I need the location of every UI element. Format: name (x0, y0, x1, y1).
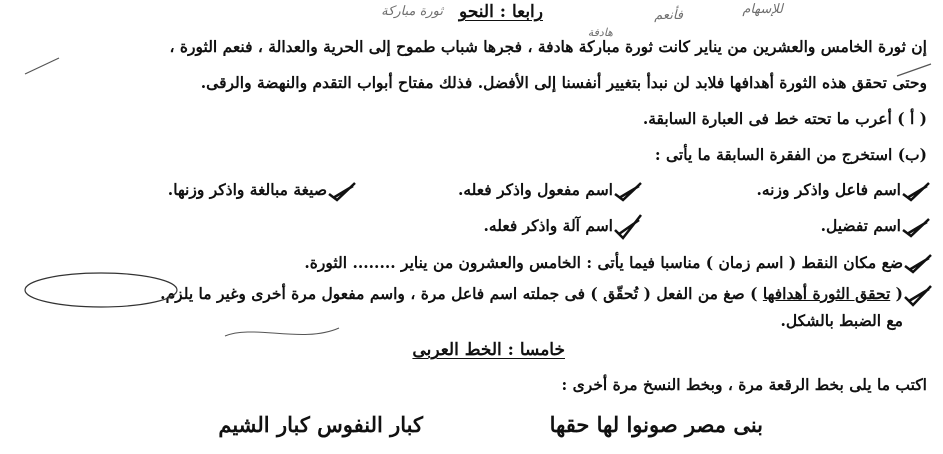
section-title-calligraphy: خامسا : الخط العربى (412, 340, 565, 360)
check-mark-icon (899, 180, 935, 204)
handwritten-note-3: فأنعم (654, 8, 683, 23)
passage-line-2: وحتى تحقق هذه الثورة أهدافها فلابد لن نبدأ بتغيير أنفسنا إلى الأفضل. فذلك مفتاح أبواب التقدم والنهضة والرقى. (200, 73, 927, 92)
item-intensive-form: صيغة مبالغة واذكر وزنها. (167, 180, 327, 199)
question-d-open: ( (890, 284, 903, 303)
calligraphy-instruction: اكتب ما يلى بخط الرقعة مرة ، وبخط النسخ مرة أخرى : (561, 375, 927, 394)
calligraphy-line-left: كبار النفوس كبار الشيم (218, 412, 423, 437)
pencil-stroke-icon (895, 60, 935, 80)
check-mark-icon (899, 216, 935, 240)
check-mark-icon (901, 252, 937, 276)
pencil-stroke-icon (23, 52, 63, 78)
question-d-phrase: تحقق الثورة أهدافها (762, 284, 891, 303)
handwritten-note-4: هادفة (587, 26, 613, 39)
item-comparative: اسم تفضيل. (820, 216, 901, 235)
question-d-rest: ) صغ من الفعل ( تُحقّق ) فى جملته اسم فاعل مرة ، واسم مفعول مرة أخرى وغير ما يلزم. (160, 284, 763, 303)
question-a: ( أ ) أعرب ما تحته خط فى العبارة السابقة. (642, 109, 927, 128)
section-title-grammar: رابعا : النحو (459, 2, 543, 22)
check-mark-icon (325, 180, 361, 204)
question-d-note: مع الضبط بالشكل. (780, 311, 903, 330)
check-mark-icon (901, 283, 937, 309)
handwritten-note-2: للإسهام (742, 2, 783, 17)
handwritten-note-1: ثورة مباركة (381, 4, 443, 19)
item-active-participle: اسم فاعل واذكر وزنه. (756, 180, 901, 199)
circle-annotation-icon (21, 270, 181, 310)
check-mark-icon (611, 180, 647, 204)
question-c: ضع مكان النقط ( اسم زمان ) مناسبا فيما يأتى : الخامس والعشرون من يناير ........ الثورة. (304, 253, 903, 272)
item-instrument-noun: اسم آلة واذكر فعله. (483, 216, 613, 235)
pencil-stroke-icon (223, 322, 343, 344)
item-passive-participle: اسم مفعول واذكر فعله. (457, 180, 613, 199)
question-b: (ب) استخرج من الفقرة السابقة ما يأتى : (654, 145, 927, 164)
calligraphy-line-right: بنى مصر صونوا لها حقها (549, 412, 763, 437)
passage-line-1: إن ثورة الخامس والعشرين من يناير كانت ثورة مباركة هادفة ، فجرها شباب طموح إلى الحرية والعدالة ، فنعم الثورة ، (169, 37, 927, 56)
check-mark-icon (611, 212, 647, 242)
